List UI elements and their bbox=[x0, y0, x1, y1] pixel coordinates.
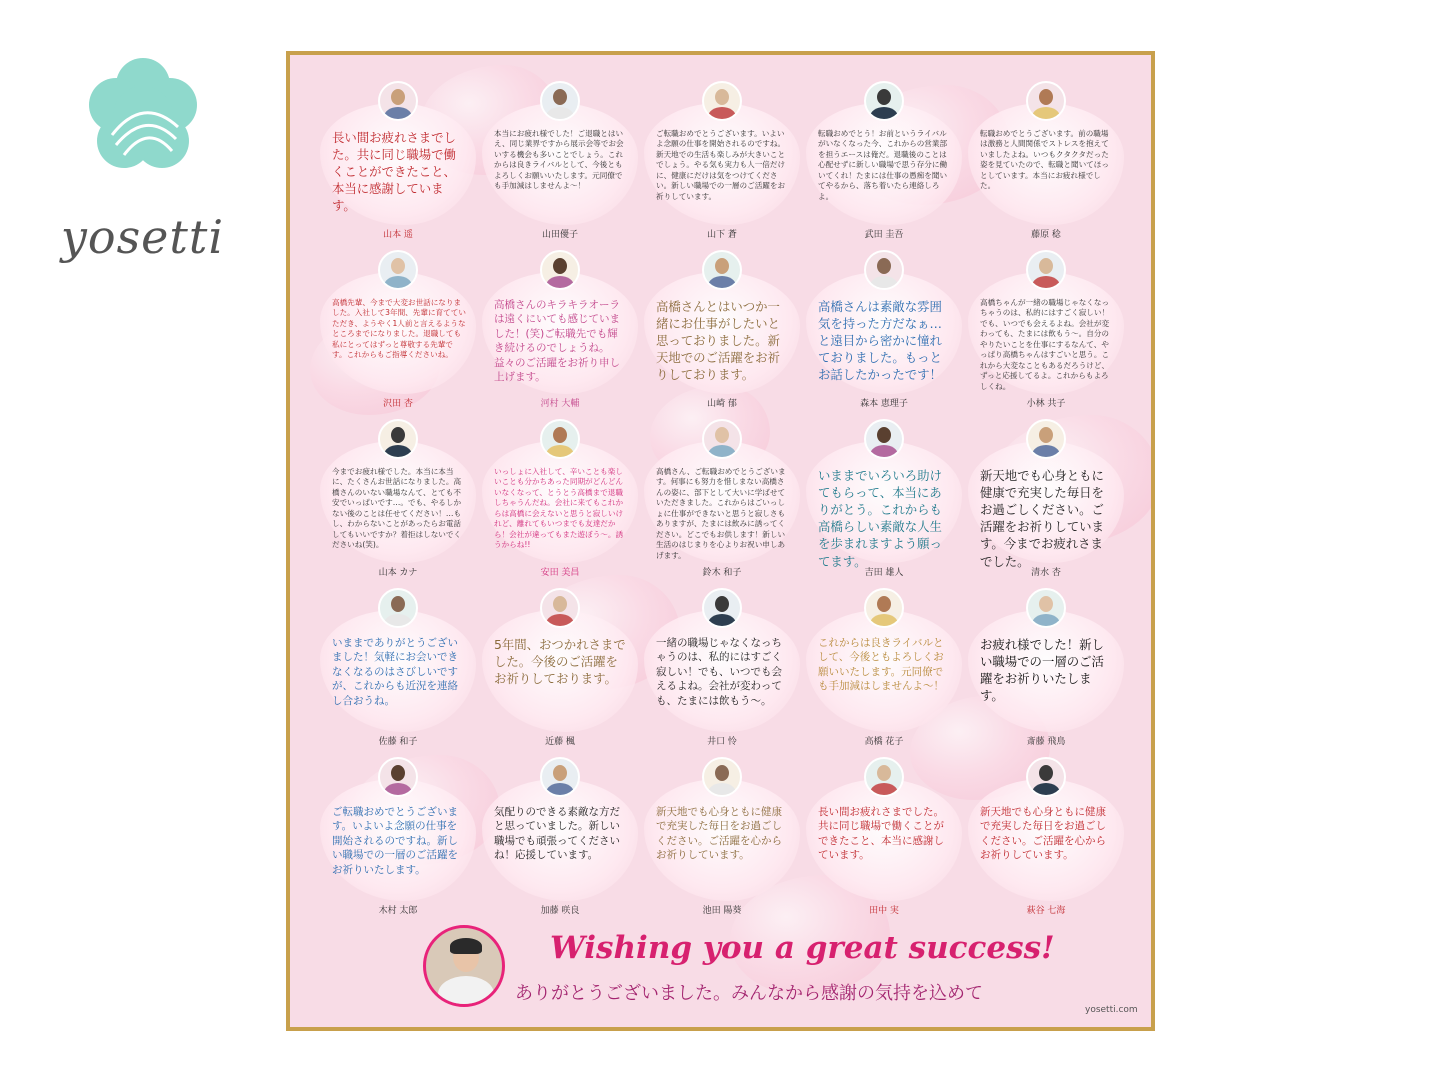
sender-avatar bbox=[1026, 588, 1066, 628]
message-text: いままでありがとうございました！気軽にお会いできなくなるのはさびしいですが、これからも近況を連絡し合おうね。 bbox=[332, 637, 458, 707]
message-text: 長い間お疲れさまでした。共に同じ職場で働くことができたこと、本当に感謝しています。 bbox=[818, 806, 944, 862]
sender-name: 沢田 杏 bbox=[383, 399, 413, 409]
message-text: お疲れ様でした！新しい職場での一層のご活躍をお祈りいたします。 bbox=[980, 637, 1104, 704]
message-card bbox=[644, 250, 800, 410]
sender-name: 森本 恵理子 bbox=[860, 399, 908, 409]
sender-avatar bbox=[702, 81, 742, 121]
message-card bbox=[644, 757, 800, 917]
sender-name: 藤原 稔 bbox=[1031, 230, 1061, 240]
message-card bbox=[968, 81, 1124, 241]
flower-icon bbox=[82, 55, 204, 177]
message-card bbox=[644, 419, 800, 579]
sender-avatar bbox=[1026, 757, 1066, 797]
sender-avatar bbox=[864, 81, 904, 121]
message-text: 高橋先輩、今まで大変お世話になりました。入社して3年間、先輩に育てていただき、ようやく1人前と言えるようなところまでになりました。退職しても私にとってはずっと尊敬する先輩です。これからもご指導くださいね。 bbox=[332, 298, 466, 360]
message-text: 転職おめでとう！お前というライバルがいなくなった今、これからの営業部を担うエースは俺だ。退職後のことは心配せずに新しい職場で思う存分に働いてくれ！たまには仕事の愚痴を聞いてやるから、落ち着いたら連絡しろよ。 bbox=[818, 129, 948, 201]
sender-avatar bbox=[1026, 250, 1066, 290]
message-text: 高橋さん、ご転職おめでとうございます。何事にも努力を惜しまない高橋さんの姿に、部下として大いに学ばせていただきました。これからはごいっしょに仕事ができないと思うと寂しさもありますが、たまには飲みに誘ってください。どこでもお供します！新しい生活のはじまりを心よりお祝い申しあげます。 bbox=[656, 467, 786, 560]
message-text: ご転職おめでとうございます。いよいよ念願の仕事を開始されるのですね。新天地での生活も楽しみが大きいことでしょう。やる気も実力も人一倍だけに、健康にだけは気をつけてください。新しい職場での一層のご活躍をお祈りしています。 bbox=[656, 129, 786, 201]
sender-avatar bbox=[702, 588, 742, 628]
message-card bbox=[806, 588, 962, 748]
sender-name: 山本 遥 bbox=[383, 230, 413, 240]
sender-avatar bbox=[702, 757, 742, 797]
sender-name: 山下 蒼 bbox=[707, 230, 737, 240]
sender-name: 池田 陽葵 bbox=[702, 906, 742, 916]
message-card bbox=[968, 757, 1124, 917]
sender-avatar bbox=[378, 419, 418, 459]
sender-name: 佐藤 和子 bbox=[378, 737, 418, 747]
sender-avatar bbox=[540, 419, 580, 459]
sender-name: 木村 太郎 bbox=[378, 906, 418, 916]
message-card bbox=[806, 757, 962, 917]
message-text: 本当にお疲れ様でした！ご退職とはいえ、同じ業界ですから展示会等でお会いする機会も多いことでしょう。これからは良きライバルとして、今後ともよろしくお願いいたします。元同僚でも手加減はしませんよ～！ bbox=[494, 129, 624, 191]
sender-avatar bbox=[378, 757, 418, 797]
sender-name: 萩谷 七海 bbox=[1026, 906, 1066, 916]
message-text: 転職おめでとうございます。前の職場は激務と人間関係でストレスを抱えていましたよね。いつもクタクタだった姿を見ていたので、転職と聞いてほっとしています。本当にお疲れ様でした。 bbox=[980, 129, 1109, 191]
message-card bbox=[320, 81, 476, 241]
message-text: 高橋ちゃんが一緒の職場じゃなくなっちゃうのは、私的にはすごく寂しい！でも、いつでも会えるよね。会社が変わっても、たまには飲もう～。自分のやりたいことを仕事にするなんて、やっぱり高橋ちゃんはすごいと思う。これから大変なこともあるだろうけど、ずっと応援してるよ。これからもよろしくね。 bbox=[980, 298, 1110, 391]
message-card bbox=[482, 757, 638, 917]
logo-text: yosetti bbox=[60, 210, 225, 264]
message-card bbox=[968, 419, 1124, 579]
board-background bbox=[290, 55, 1151, 1027]
sender-avatar bbox=[540, 81, 580, 121]
message-text: 新天地でも心身ともに健康で充実した毎日をお過ごしください。ご活躍を心からお祈りしています。 bbox=[980, 806, 1106, 862]
sender-name: 高橋 花子 bbox=[864, 737, 904, 747]
sender-name: 河村 大輔 bbox=[540, 399, 580, 409]
sender-avatar bbox=[1026, 81, 1066, 121]
message-text: 気配りのできる素敵な方だと思っていました。新しい職場でも頑張ってくださいね！応援しています。 bbox=[494, 806, 620, 862]
message-text: いままでいろいろ助けてもらって、本当にありがとう。これからも高橋らしい素敵な人生を歩まれますよう願ってます。 bbox=[818, 468, 942, 569]
message-card bbox=[320, 757, 476, 917]
sender-name: 吉田 雄人 bbox=[864, 568, 904, 578]
sender-avatar bbox=[702, 419, 742, 459]
sender-name: 清水 杏 bbox=[1031, 568, 1061, 578]
recipient-avatar bbox=[423, 925, 505, 1007]
message-text: これからは良きライバルとして、今後ともよろしくお願いいたします。元同僚でも手加減はしませんよ～！ bbox=[818, 637, 944, 693]
message-card bbox=[320, 250, 476, 410]
message-card bbox=[482, 588, 638, 748]
sender-avatar bbox=[378, 81, 418, 121]
board-subtitle: ありがとうございました。みんなから感謝の気持を込めて bbox=[515, 983, 983, 1004]
sender-name: 山本 カナ bbox=[378, 568, 418, 578]
sender-name: 武田 圭吾 bbox=[864, 230, 904, 240]
sender-name: 斎藤 飛鳥 bbox=[1026, 737, 1066, 747]
message-card bbox=[320, 419, 476, 579]
message-text: いっしょに入社して、辛いことも楽しいことも分かちあった同期がどんどんいなくなって、とうとう高橋まで退職しちゃうんだね。会社に来てもこれからは高橋に会えないと思うと寂しいけれど、離れてもいつまでも友達だから！会社が違ってもまた遊ぼう～。誘うからね!! bbox=[494, 467, 624, 550]
message-text: ご転職おめでとうございます。いよいよ念願の仕事を開始されるのですね。新しい職場での一層のご活躍をお祈りいたします。 bbox=[332, 806, 458, 876]
sender-avatar bbox=[378, 588, 418, 628]
message-card bbox=[644, 588, 800, 748]
sender-name: 加藤 咲良 bbox=[540, 906, 580, 916]
message-card bbox=[806, 419, 962, 579]
message-text: 一緒の職場じゃなくなっちゃうのは、私的にはすごく寂しい！でも、いつでも会えるよね。会社が変わっても、たまには飲もう～。 bbox=[656, 637, 782, 707]
message-text: 新天地でも心身ともに健康で充実した毎日をお過ごしください。ご活躍を心からお祈りしています。 bbox=[656, 806, 782, 862]
sender-name: 山崎 郁 bbox=[707, 399, 737, 409]
message-card bbox=[482, 81, 638, 241]
sender-avatar bbox=[378, 250, 418, 290]
yosetti-logo bbox=[55, 55, 230, 264]
message-text: 高橋さんのキラキラオーラは遠くにいても感じていました！(笑)ご転職先でも輝き続けるのでしょうね。益々のご活躍をお祈り申し上げます。 bbox=[494, 299, 620, 384]
site-url: yosetti.com bbox=[1085, 1005, 1138, 1015]
message-text: 新天地でも心身ともに健康で充実した毎日をお過ごしください。ご活躍をお祈りしています。今までお疲れさまでした。 bbox=[980, 468, 1104, 569]
sender-avatar bbox=[540, 588, 580, 628]
sender-avatar bbox=[864, 757, 904, 797]
sender-avatar bbox=[540, 757, 580, 797]
message-text: 今までお疲れ様でした。本当に本当に、たくさんお世話になりました。高橋さんのいない職場なんて、とても不安でいっぱいです…。でも、やるしかない後のことは任せてください！…もし、わからないことがあったらお電話してもいいですか？着拒はしないでくださいね(笑)。 bbox=[332, 467, 462, 550]
message-card bbox=[320, 588, 476, 748]
sender-avatar bbox=[864, 250, 904, 290]
message-card bbox=[968, 588, 1124, 748]
sender-avatar bbox=[864, 588, 904, 628]
sender-name: 山田優子 bbox=[541, 230, 578, 240]
sender-avatar bbox=[1026, 419, 1066, 459]
sender-name: 小林 共子 bbox=[1026, 399, 1066, 409]
sender-name: 近藤 楓 bbox=[545, 737, 575, 747]
message-card bbox=[482, 419, 638, 579]
sender-name: 田中 実 bbox=[869, 906, 899, 916]
sender-avatar bbox=[540, 250, 580, 290]
sender-name: 鈴木 和子 bbox=[702, 568, 742, 578]
sender-avatar bbox=[864, 419, 904, 459]
message-card bbox=[644, 81, 800, 241]
message-text: 5年間、おつかれさまでした。今後のご活躍をお祈りしております。 bbox=[494, 637, 626, 687]
message-card bbox=[482, 250, 638, 410]
message-text: 高橋さんは素敵な雰囲気を持った方だなぁ…と遠目から密かに憧れておりました。もっとお話したかったです！ bbox=[818, 299, 942, 383]
message-card bbox=[806, 81, 962, 241]
sender-name: 井口 怜 bbox=[707, 737, 737, 747]
message-text: 高橋さんとはいつか一緒にお仕事がしたいと思っておりました。新天地でのご活躍をお祈りしております。 bbox=[656, 299, 780, 383]
message-text: 長い間お疲れさまでした。共に同じ職場で働くことができたこと、本当に感謝しています。 bbox=[332, 130, 456, 214]
message-card bbox=[806, 250, 962, 410]
board-title: Wishing you a great success! bbox=[550, 930, 1055, 966]
sender-name: 安田 美昌 bbox=[540, 568, 580, 578]
message-card bbox=[968, 250, 1124, 410]
message-board bbox=[286, 51, 1155, 1031]
sender-avatar bbox=[702, 250, 742, 290]
